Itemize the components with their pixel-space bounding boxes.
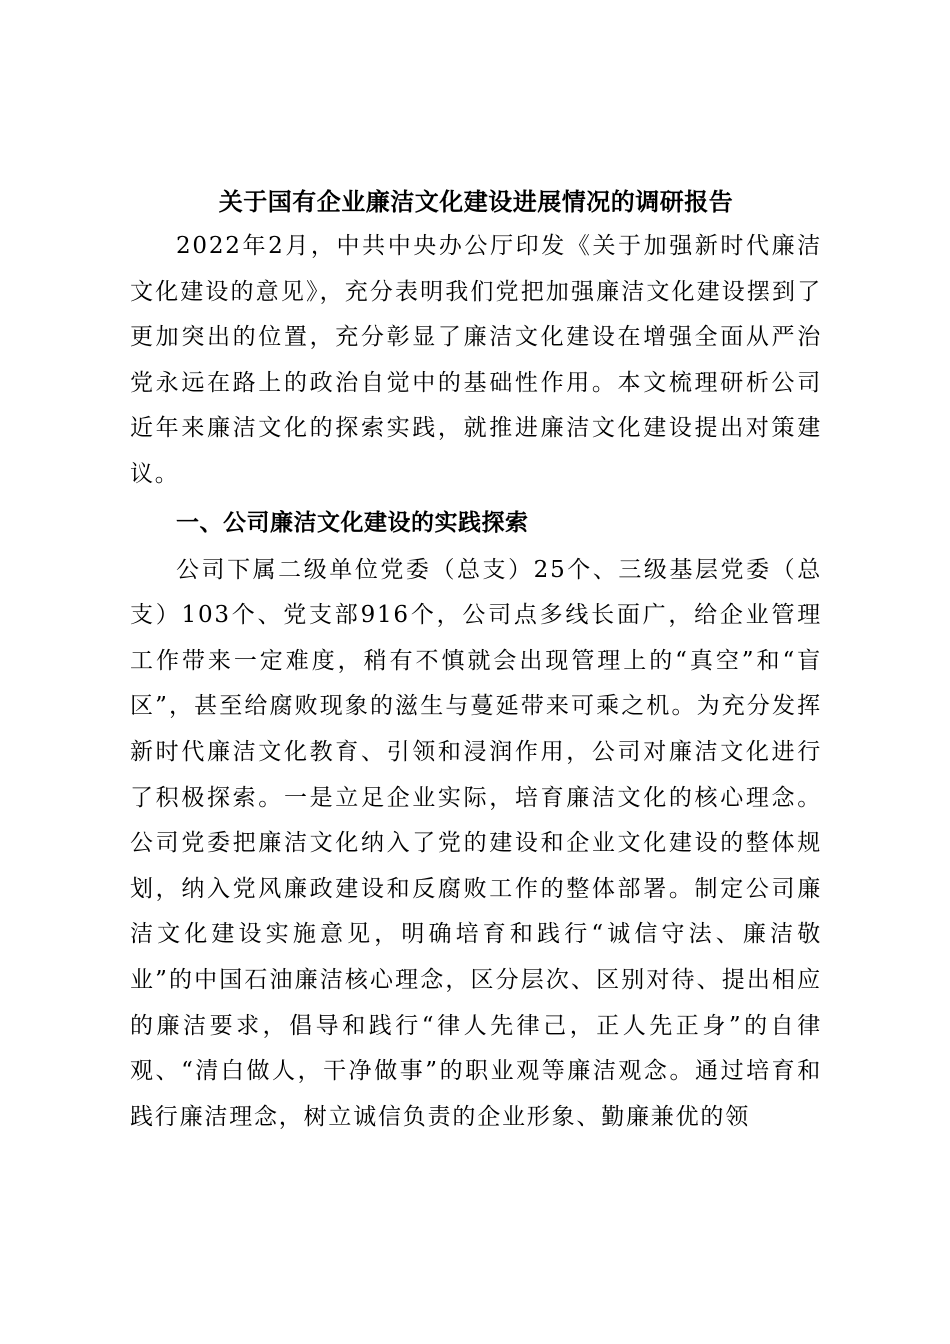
document-title: 关于国有企业廉洁文化建设进展情况的调研报告 [218,187,734,216]
document-body [130,180,822,1140]
section-paragraph: 公司下属二级单位党委（总支）25个、三级基层党委（总支）103个、党支部916个，公司点多线长面广，给企业管理工作带来一定难度，稍有不慎就会出现管理上的“真空”和“盲区”，甚至给腐败现象的滋生与蔓延带来可乘之机。为充分发挥新时代廉洁文化教育、引领和浸润作用，公司对廉洁文化进行了积极探索。一是立足企业实际，培育廉洁文化的核心理念。公司党委把廉洁文化纳入了党的建设和企业文化建设的整体规划，纳入党风廉政建设和反腐败工作的整体部署。制定公司廉洁文化建设实施意见，明确培育和践行“诚信守法、廉洁敬业”的中国石油廉洁核心理念，区分层次、区别对待、提出相应的廉洁要求，倡导和践行“律人先律己，正人先正身”的自律观、“清白做人，干净做事”的职业观等廉洁观念。通过培育和践行廉洁理念，树立诚信负责的企业形象、勤廉兼优的领 [130,556,822,1130]
section-heading: 一、公司廉洁文化建设的实践探索 [176,509,529,536]
intro-paragraph: 2022年2月，中共中央办公厅印发《关于加强新时代廉洁文化建设的意见》，充分表明我们党把加强廉洁文化建设摆到了更加突出的位置，充分彰显了廉洁文化建设在增强全面从严治党永远在路上的政治自觉中的基础性作用。本文梳理研析公司近年来廉洁文化的探索实践，就推进廉洁文化建设提出对策建议。 [130,233,822,487]
